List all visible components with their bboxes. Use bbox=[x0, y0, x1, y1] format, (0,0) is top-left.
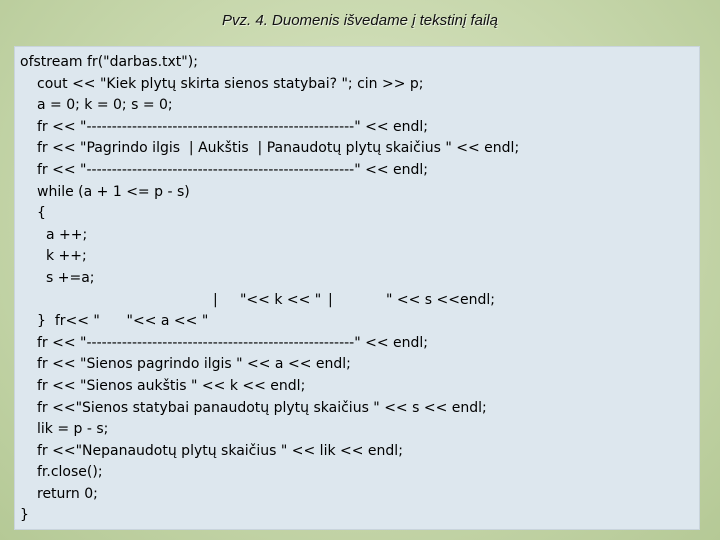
code-line: k ++; bbox=[46, 248, 87, 265]
code-line: } bbox=[20, 507, 29, 524]
code-line: fr << "Sienos aukštis " << k << endl; bbox=[37, 377, 306, 394]
code-line: } bbox=[37, 313, 46, 330]
code-line: fr << "Sienos pagrindo ilgis " << a << endl; bbox=[37, 356, 351, 373]
code-line: s +=a; bbox=[46, 269, 95, 286]
loop-output-part2: | bbox=[328, 291, 333, 308]
code-line: fr << "Pagrindo ilgis | Aukštis | Panaudotų plytų skaičius " << endl; bbox=[37, 140, 520, 157]
loop-output-part1: | "<< k << " bbox=[213, 291, 322, 308]
code-line: fr << "-----------------------------------------------------" << endl; bbox=[37, 118, 429, 135]
loop-output-part3: " << s <<endl; bbox=[386, 291, 495, 308]
slide-title: Pvz. 4. Duomenis išvedame į tekstinį failą bbox=[222, 12, 498, 29]
code-line: fr << "-----------------------------------------------------" << endl; bbox=[37, 334, 429, 351]
code-line: fr <<"Sienos statybai panaudotų plytų skaičius " << s << endl; bbox=[37, 399, 487, 416]
loop-output-start: fr<< " "<< a << " bbox=[54, 313, 209, 330]
code-line: a ++; bbox=[46, 226, 88, 243]
code-line: cout << "Kiek plytų skirta sienos statybai? "; cin >> p; bbox=[37, 75, 424, 92]
code-line: lik = p - s; bbox=[37, 421, 109, 438]
code-listing bbox=[20, 52, 519, 527]
code-line: a = 0; k = 0; s = 0; bbox=[37, 97, 173, 114]
code-line-loop-output bbox=[20, 290, 519, 330]
code-line: fr <<"Nepanaudotų plytų skaičius " << lik << endl; bbox=[37, 442, 403, 459]
code-line: return 0; bbox=[37, 485, 98, 502]
code-line: fr << "-----------------------------------------------------" << endl; bbox=[37, 161, 429, 178]
code-line: ofstream fr("darbas.txt"); bbox=[20, 54, 198, 70]
code-line: while (a + 1 <= p - s) bbox=[37, 183, 190, 200]
code-line: fr.close(); bbox=[37, 464, 103, 481]
code-line: { bbox=[37, 205, 46, 222]
